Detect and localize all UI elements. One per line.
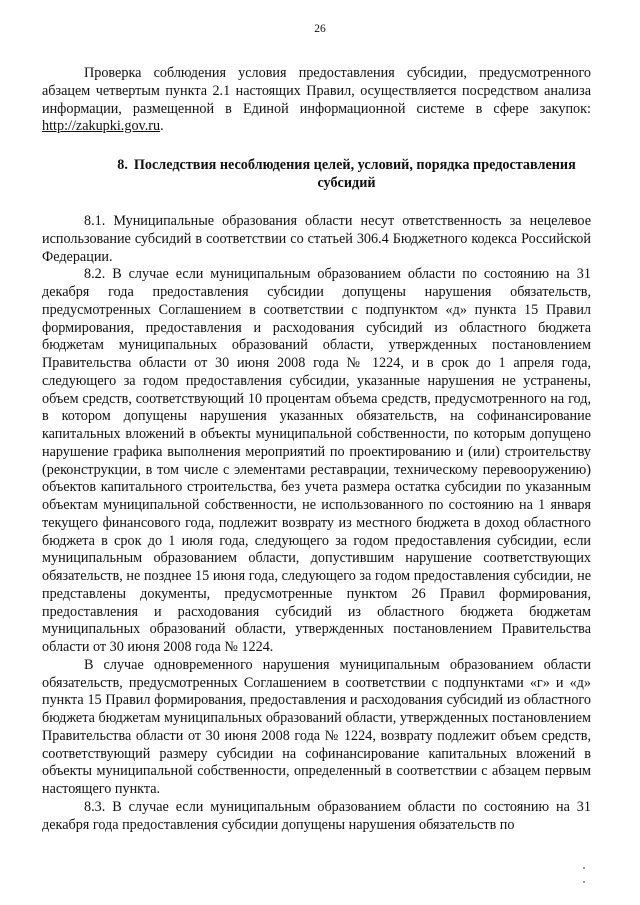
scan-mark — [583, 881, 585, 883]
zakupki-link[interactable]: http://zakupki.gov.ru — [42, 118, 161, 135]
intro-paragraph — [42, 65, 591, 136]
paragraph-8-1: 8.1. Муниципальные образования области несут ответственность за нецелевое использование субсидий в соответствии со статьей 306.4 Бюджетного кодекса Российской Федерации. — [42, 213, 591, 265]
section-title: Последствия несоблюдения целей, условий, порядка предоставления субсидий — [133, 157, 576, 191]
section-number: 8. — [117, 157, 128, 173]
paragraph-8-2-cont: В случае одновременного нарушения муниципальным образованием области обязательств, предусмотренных Соглашением в соответствии с подпунктами «г» и «д» пункта 15 Правил формирования, предоставления и расходования субсидий из областного бюджета бюджетам муниципальных образований области, утвержденных постановлением Правительства области от 30 июня 2008 года № 1224, возврату подлежит объем средств, соответствующий размеру субсидии на софинансирование капитальных вложений в объекты муниципальной собственности, определенный в соответствии с абзацем первым настоящего пункта. — [42, 656, 591, 797]
page-content — [42, 65, 591, 834]
paragraph-8-2: 8.2. В случае если муниципальным образованием области по состоянию на 31 декабря года предоставления субсидии допущены нарушения обязательств, предусмотренных Соглашением в соответствии с подпунктом «д» пункта 15 Правил формирования, предоставления и расходования субсидий из областного бюджета бюджетам муниципальных образований области, утвержденных постановлением Правительства области от 30 июня 2008 года № 1224, и в срок до 1 апреля года, следующего за годом предоставления субсидии, указанные нарушения не устранены, объем средств, соответствующий 10 процентам объема средств, предусмотренного на год, в котором допущены нарушения указанных обязательств, на софинансирование капитальных вложений в объекты муниципальной собственности, по которым допущено нарушение графика выполнения мероприятий по проектированию и (или) строительству (реконструкции, в том числе с элементами реставрации, техническому перевооружению) объектов капитального строительства, без учета размера остатка субсидии по указанным объектам муниципальной собственности, не использованного по состоянию на 1 января текущего финансового года, подлежит возврату из местного бюджета в доход областного бюджета в срок до 1 июля года, следующего за годом предоставления субсидии, если муниципальным образованием области, допустившим нарушение соответствующих обязательств, не позднее 15 июня года, следующего за годом предоставления субсидии, не представлены документы, предусмотренные пунктом 26 Правил формирования, предоставления и расходования субсидий из областного бюджета бюджетам муниципальных образований области, утвержденных постановлением Правительства области от 30 июня 2008 года № 1224. — [42, 266, 591, 655]
page-number: 26 — [314, 23, 326, 35]
intro-end: . — [160, 118, 164, 135]
intro-text: Проверка соблюдения условия предоставления субсидии, предусмотренного абзацем четвертым пункта 2.1 настоящих Правил, осуществляется посредством анализа информации, размещенной в Единой информационной системе в сфере закупок: — [42, 65, 591, 117]
scan-mark — [583, 867, 585, 869]
paragraph-8-3: 8.3. В случае если муниципальным образованием области по состоянию на 31 декабря года предоставления субсидии допущены нарушения обязательств по — [42, 798, 591, 833]
section-heading — [42, 156, 591, 192]
